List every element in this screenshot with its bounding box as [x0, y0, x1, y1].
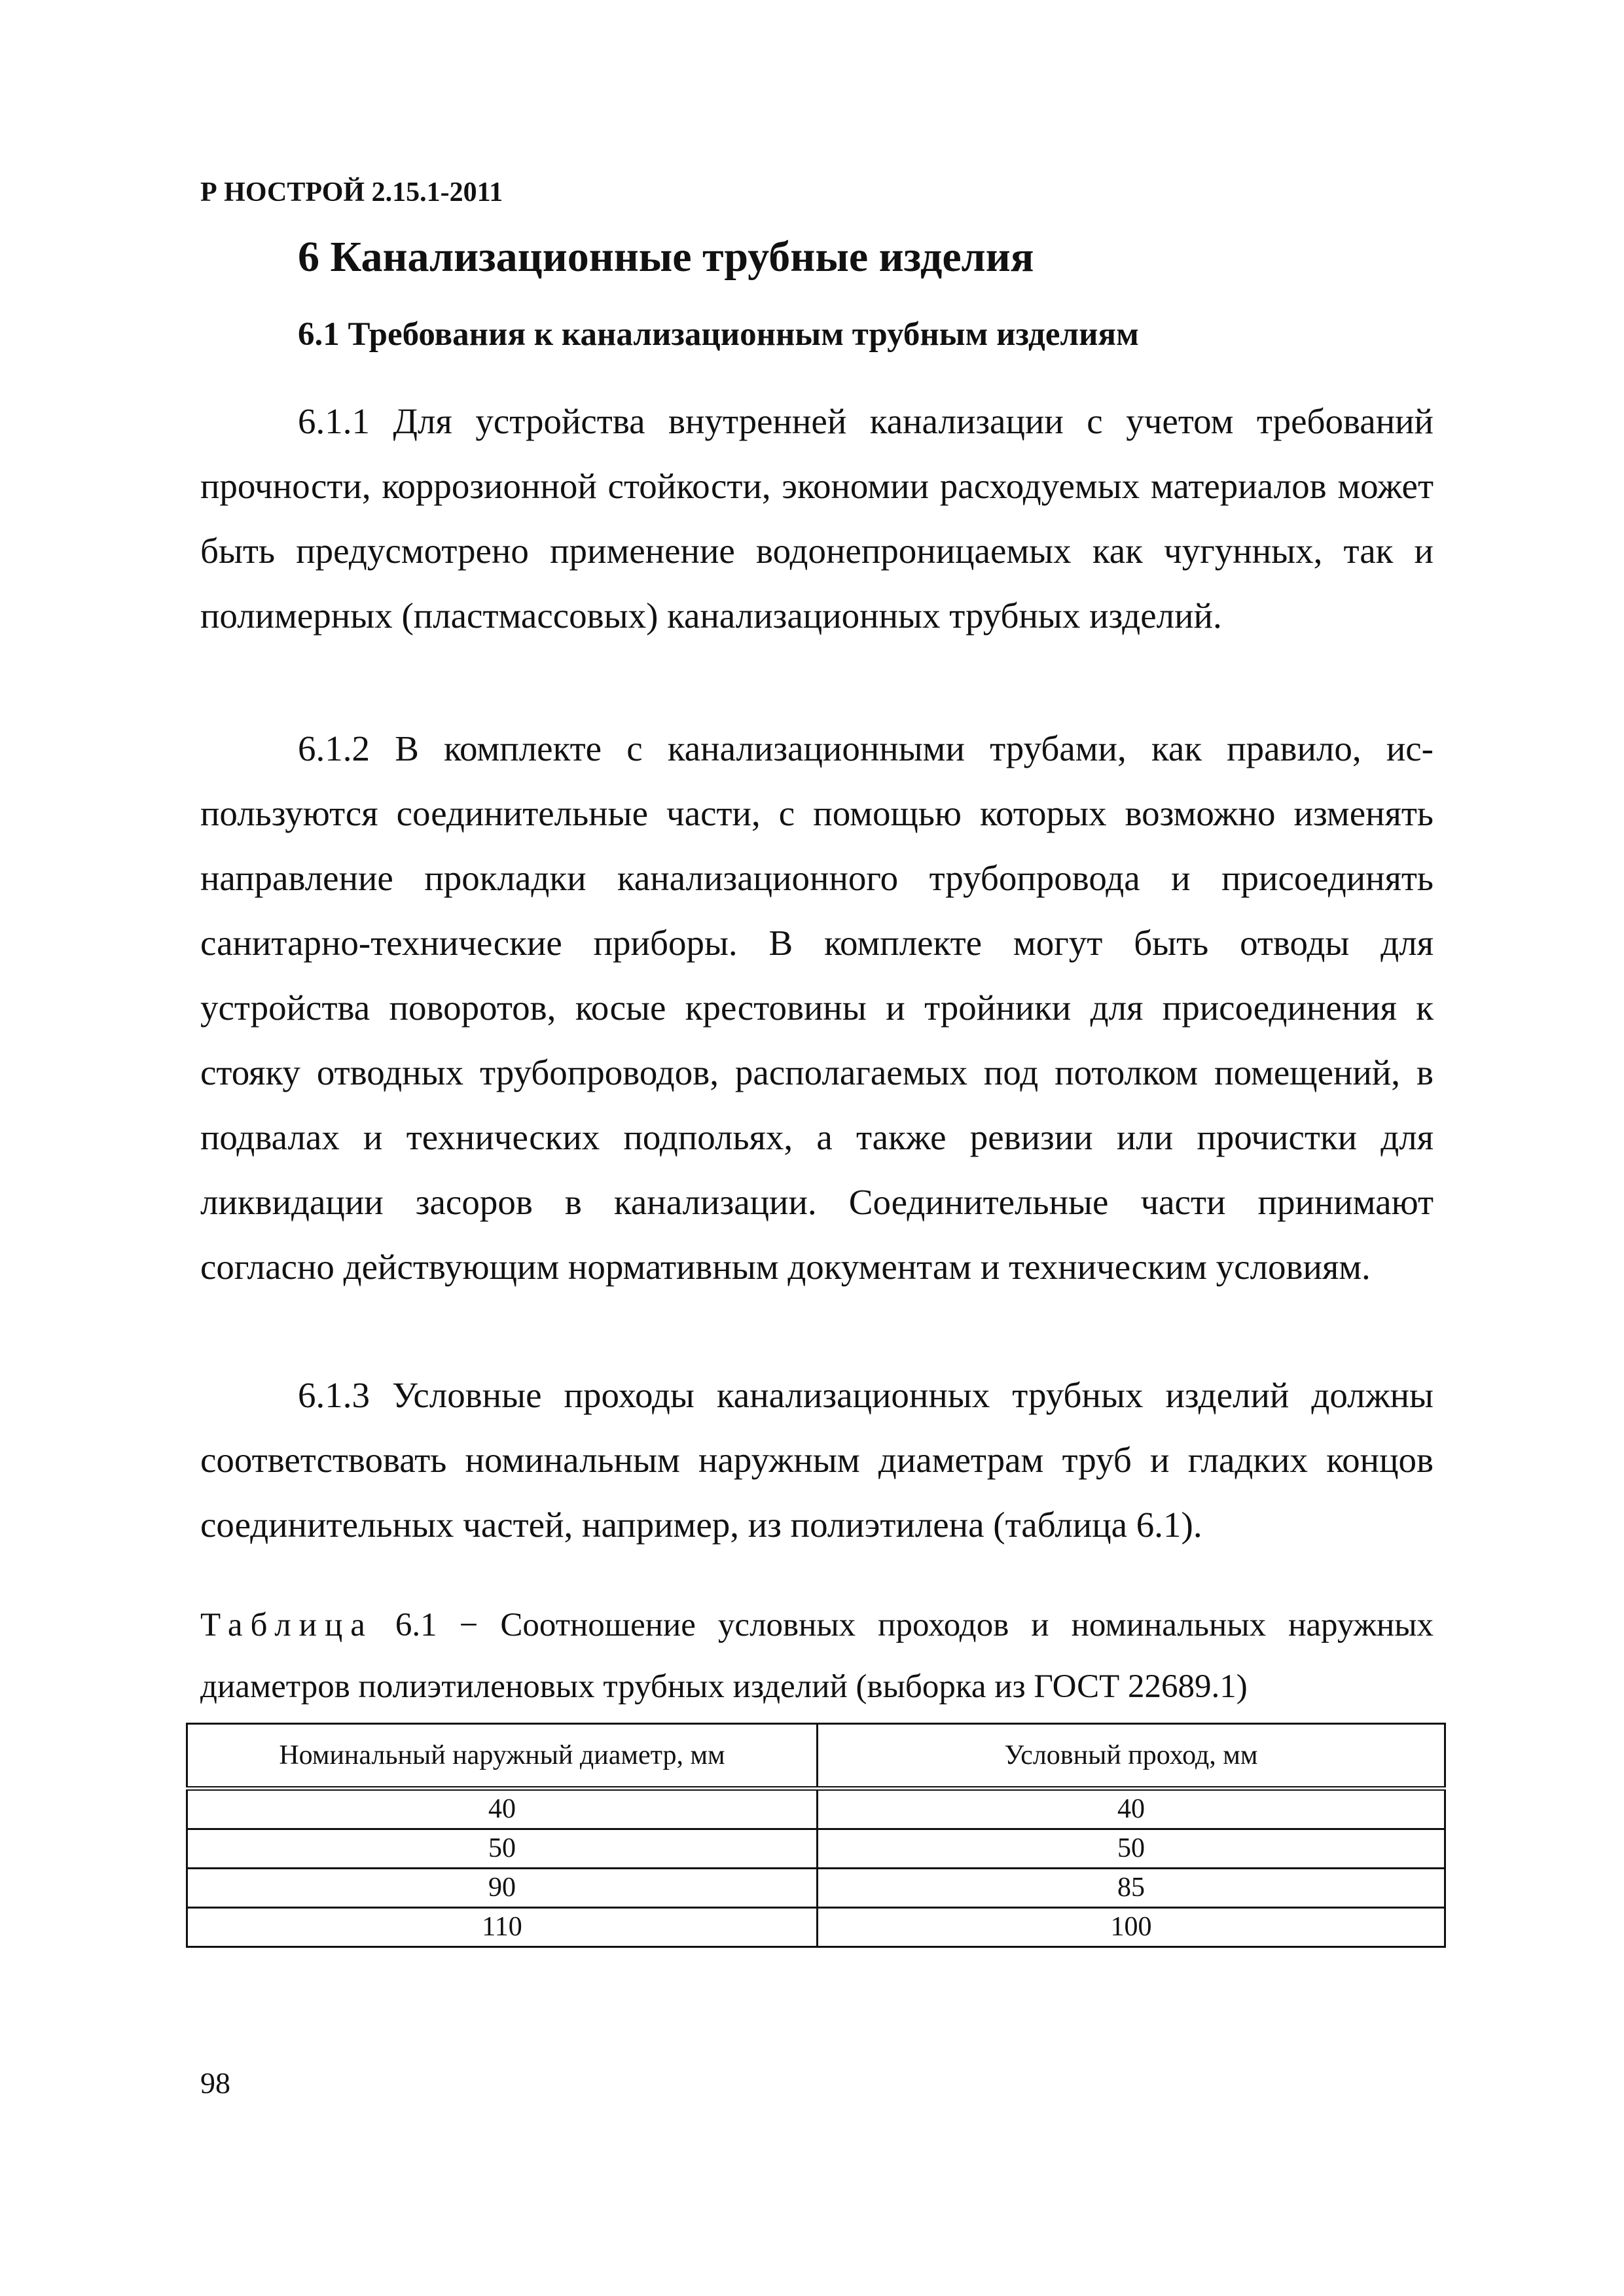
table-header-row — [187, 1724, 1445, 1789]
cell-diameter: 90 — [187, 1869, 818, 1908]
table-caption — [200, 1594, 1434, 1717]
diameter-table — [186, 1723, 1446, 1948]
paragraph-6-1-1 — [200, 389, 1434, 648]
table-row — [187, 1869, 1445, 1908]
paragraph-6-1-3 — [200, 1363, 1434, 1557]
paragraph-text: 6.1.3 Условные проходы канализационных трубных изделий должны соответствовать номинальным наружным диаметрам труб и гладких концов соединительных частей, например, из полиэтилена (таблица 6.1). — [200, 1375, 1434, 1545]
header-nominal-diameter: Номинальный наружный диаметр, мм — [187, 1724, 818, 1789]
cell-bore: 100 — [818, 1908, 1445, 1947]
paragraph-text: 6.1.2 В комплекте с канализационными трубами, как правило, используются соединительные части, с помощью которых возможно изменять направление прокладки канализационного трубопровода и присоединять санитарно-технические приборы. В комплекте могут быть отводы для устройства поворотов, косые крестовины и тройники для присоединения к стояку отводных трубопроводов, располагаемых под потолком помещений, в подвалах и технических подпольях, а также ревизии или прочистки для ликвидации засоров в канализации. Соединительные части принимают согласно действующим нормативным документам и техническим условиям. — [200, 728, 1434, 1287]
cell-diameter: 50 — [187, 1829, 818, 1869]
paragraph-text: 6.1.1 Для устройства внутренней канализации с учетом требований прочности, коррозионной стойкости, экономии расходуемых материалов может быть предусмотрено применение водонепроницаемых как чугунных, так и полимерных (пластмассовых) канализационных трубных изделий. — [200, 401, 1434, 636]
table-row — [187, 1829, 1445, 1869]
page-number: 98 — [200, 2066, 230, 2100]
section-title: 6 Канализационные трубные изделия — [298, 233, 1034, 281]
table-row — [187, 1908, 1445, 1947]
cell-bore: 50 — [818, 1829, 1445, 1869]
cell-diameter: 110 — [187, 1908, 818, 1947]
subsection-title: 6.1 Требования к канализационным трубным изделиям — [298, 316, 1139, 353]
cell-bore: 85 — [818, 1869, 1445, 1908]
table-caption-label: Таблица — [200, 1607, 373, 1643]
table-row — [187, 1789, 1445, 1829]
table-caption-text: 6.1 − Соотношение условных проходов и номинальных наружных диаметров полиэтиленовых трубных изделий (выборка из ГОСТ 22689.1) — [200, 1607, 1434, 1705]
paragraph-6-1-2 — [200, 716, 1434, 1299]
running-header: Р НОСТРОЙ 2.15.1-2011 — [200, 177, 503, 207]
cell-diameter: 40 — [187, 1789, 818, 1829]
cell-bore: 40 — [818, 1789, 1445, 1829]
header-nominal-bore: Условный проход, мм — [818, 1724, 1445, 1789]
